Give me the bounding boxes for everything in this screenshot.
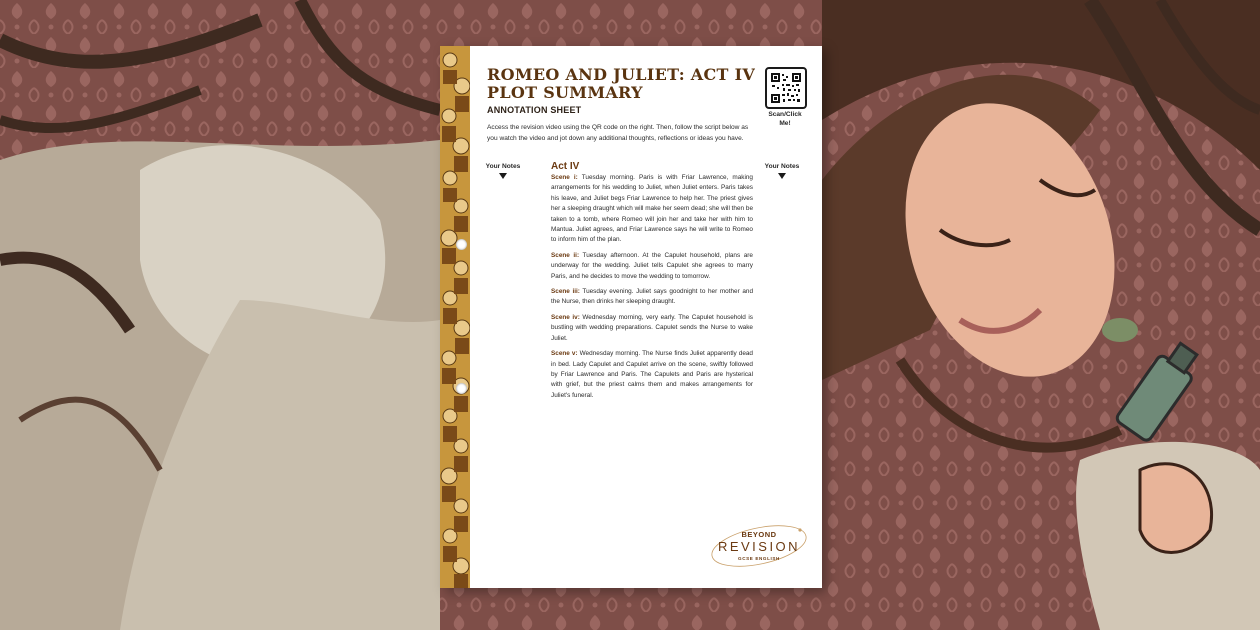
decorative-portrait-strip: [440, 46, 470, 588]
punch-hole: [456, 239, 467, 250]
qr-caption[interactable]: [758, 110, 812, 128]
scene-text: Wednesday morning. The Nurse finds Juliet apparently dead in bed. Lady Capulet and Capulet arrive on the scene, swiftly followed by Friar Lawrence and Paris. The Capulets and Paris are hysterical with grief, but the priest calms them and makes arrangements for Juliet's funeral.: [551, 350, 753, 399]
scene-text: Tuesday afternoon. At the Capulet household, plans are underway for the wedding. Juliet tells Capulet she agrees to marry Paris, and he decides to move the wedding to tomorrow.: [551, 251, 753, 280]
title-line-2: PLOT SUMMARY: [487, 83, 643, 102]
scene-text: Tuesday morning. Paris is with Friar Lawrence, making arrangements for his wedding to Juliet, when Juliet enters. Paris takes his leave, and Juliet begs Friar Lawrence to help her. The priest gives her a sleeping draught which will make her seem dead; she will then be taken to a tomb, where Romeo will join her and take her with him to Mantua. Juliet agrees, and Friar Lawrence says he will write to Romeo to inform him of the plan.: [551, 174, 753, 244]
page-subtitle: ANNOTATION SHEET: [487, 105, 582, 115]
scene-text: Tuesday evening. Juliet says goodnight to her mother and the Nurse, then drinks her sleeping draught.: [551, 288, 753, 306]
your-notes-right: [757, 163, 807, 179]
scene-paragraph: [551, 349, 753, 401]
your-notes-left-label: Your Notes: [485, 163, 521, 170]
logo-line-2: REVISION: [717, 539, 801, 554]
page-title: [487, 66, 757, 102]
qr-caption-line-1: Scan/Click: [768, 111, 802, 118]
scene-label: Scene iii:: [551, 288, 580, 296]
qr-code-icon[interactable]: [765, 67, 807, 109]
qr-code-graphic: [771, 73, 801, 103]
your-notes-left: [478, 163, 528, 179]
logo-line-1: BEYOND: [741, 530, 777, 539]
punch-hole: [456, 383, 467, 394]
annotation-sheet: [440, 46, 822, 588]
title-line-1: ROMEO AND JULIET: ACT IV: [487, 65, 756, 84]
beyond-revision-logo: [708, 516, 810, 578]
qr-caption-line-2: Me!: [779, 120, 791, 127]
scene-paragraph: [551, 251, 753, 282]
scene-paragraph: [551, 313, 753, 344]
scene-label: Scene i:: [551, 174, 578, 181]
scene-label: Scene ii:: [551, 251, 580, 259]
logo-line-3: GCSE ENGLISH: [738, 556, 780, 561]
down-arrow-icon: [499, 173, 507, 179]
act-heading: Act IV: [551, 161, 580, 172]
scene-list: [551, 173, 753, 406]
scene-paragraph: [551, 173, 753, 246]
your-notes-right-label: Your Notes: [764, 163, 800, 170]
intro-text: Access the revision video using the QR code on the right. Then, follow the script below as you watch the video and jot down any additional thoughts, reflections or ideas you have.: [487, 124, 749, 142]
scene-label: Scene v:: [551, 350, 578, 358]
down-arrow-icon: [778, 173, 786, 179]
scene-label: Scene iv:: [551, 313, 580, 321]
scene-paragraph: [551, 287, 753, 308]
scene-text: Wednesday morning, very early. The Capulet household is bustling with wedding preparations. Capulet sends the Nurse to wake Juliet.: [551, 313, 753, 342]
portrait-strip-art: [440, 46, 470, 588]
